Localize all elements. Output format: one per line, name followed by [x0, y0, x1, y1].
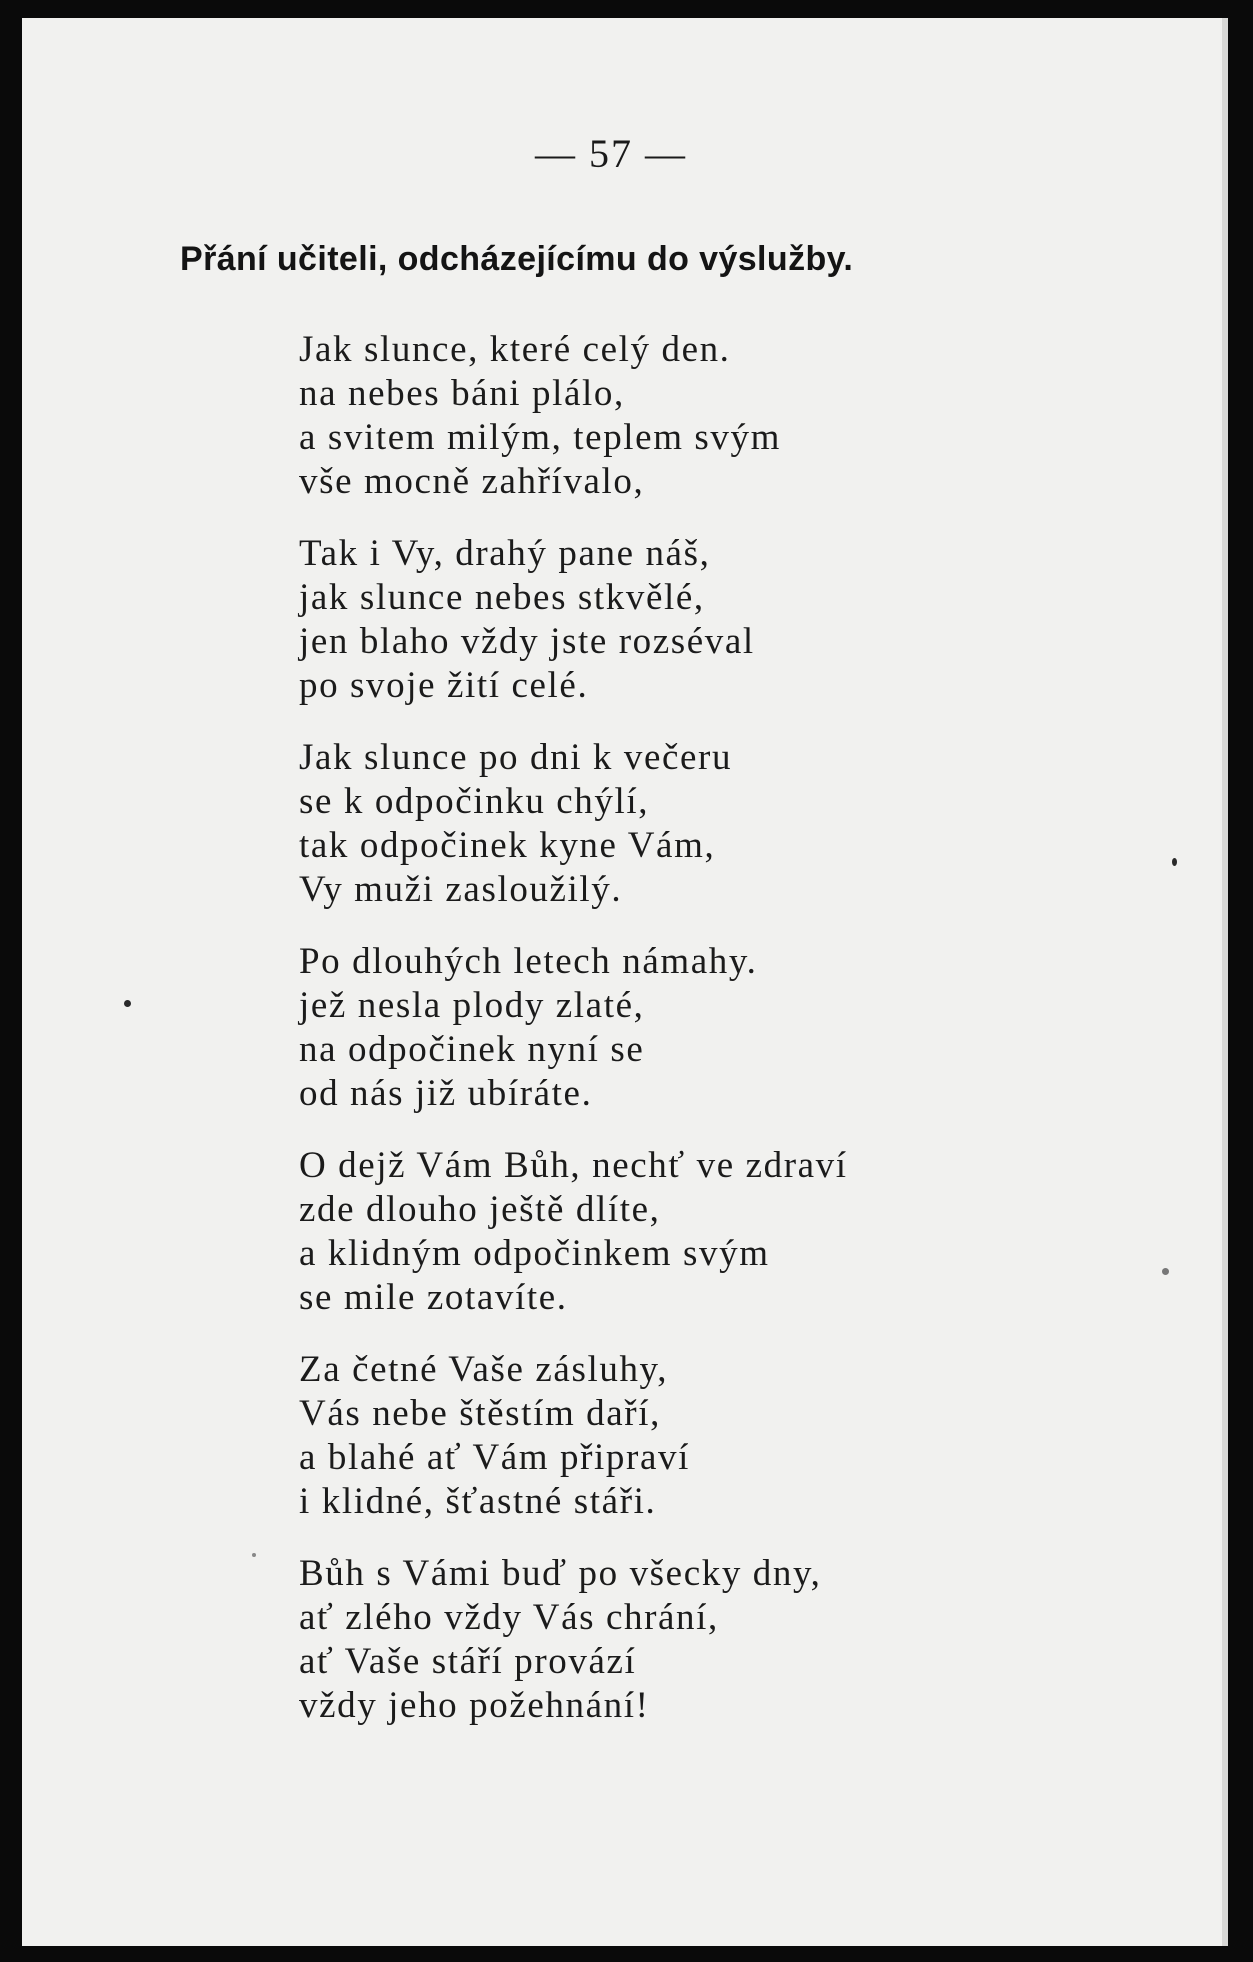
poem-line: vše mocně zahřívalo,	[299, 461, 645, 502]
poem-line: Za četné Vaše zásluhy,	[299, 1349, 669, 1390]
poem-line: a blahé ať Vám připraví	[299, 1437, 690, 1478]
poem-line: se k odpočinku chýlí,	[299, 781, 650, 822]
poem-line: ať Vaše stáří provází	[299, 1641, 637, 1682]
scan-speck	[1162, 1268, 1169, 1275]
poem-line: Jak slunce po dni k večeru	[299, 737, 733, 778]
poem-line: Vy muži zasloužilý.	[299, 869, 623, 910]
poem-line: jak slunce nebes stkvělé,	[299, 577, 705, 618]
page-number: — 57 —	[535, 131, 687, 176]
poem-line: Po dlouhých letech námahy.	[299, 941, 758, 982]
poem-line: zde dlouho ještě dlíte,	[299, 1189, 661, 1230]
poem-line: na nebes báni plálo,	[299, 373, 625, 414]
scan-speck	[252, 1553, 256, 1557]
poem-line: Vás nebe štěstím daří,	[299, 1393, 661, 1434]
poem-line: na odpočinek nyní se	[299, 1029, 645, 1070]
stanza	[299, 532, 1059, 708]
poem-line: od nás již ubíráte.	[299, 1073, 593, 1114]
scan-speck	[1172, 858, 1177, 866]
poem-line: Jak slunce, které celý den.	[299, 329, 731, 370]
scan-speck	[124, 1000, 131, 1007]
poem-title: Přání učiteli, odcházejícímu do výslužby.	[180, 240, 854, 278]
stanza	[299, 940, 1059, 1116]
poem-line: vždy jeho požehnání!	[299, 1685, 650, 1726]
stanza	[299, 736, 1059, 912]
poem-line: a klidným odpočinkem svým	[299, 1233, 770, 1274]
poem-line: ať zlého vždy Vás chrání,	[299, 1597, 719, 1638]
poem-body	[299, 328, 1059, 1756]
poem-line: se mile zotavíte.	[299, 1277, 568, 1318]
poem-line: jež nesla plody zlaté,	[299, 985, 645, 1026]
poem-line: jen blaho vždy jste rozséval	[299, 621, 755, 662]
poem-line: a svitem milým, teplem svým	[299, 417, 782, 458]
poem-line: po svoje žití celé.	[299, 665, 589, 706]
poem-line: Bůh s Vámi buď po všecky dny,	[299, 1553, 822, 1594]
stanza	[299, 1144, 1059, 1320]
stanza	[299, 1348, 1059, 1524]
book-page	[22, 18, 1228, 1946]
poem-line: Tak i Vy, drahý pane náš,	[299, 533, 711, 574]
stanza	[299, 328, 1059, 504]
scan-edge	[1222, 18, 1228, 1946]
poem-line: i klidné, šťastné stáři.	[299, 1481, 657, 1522]
poem-line: O dejž Vám Bůh, nechť ve zdraví	[299, 1145, 848, 1186]
poem-line: tak odpočinek kyne Vám,	[299, 825, 716, 866]
stanza	[299, 1552, 1059, 1728]
